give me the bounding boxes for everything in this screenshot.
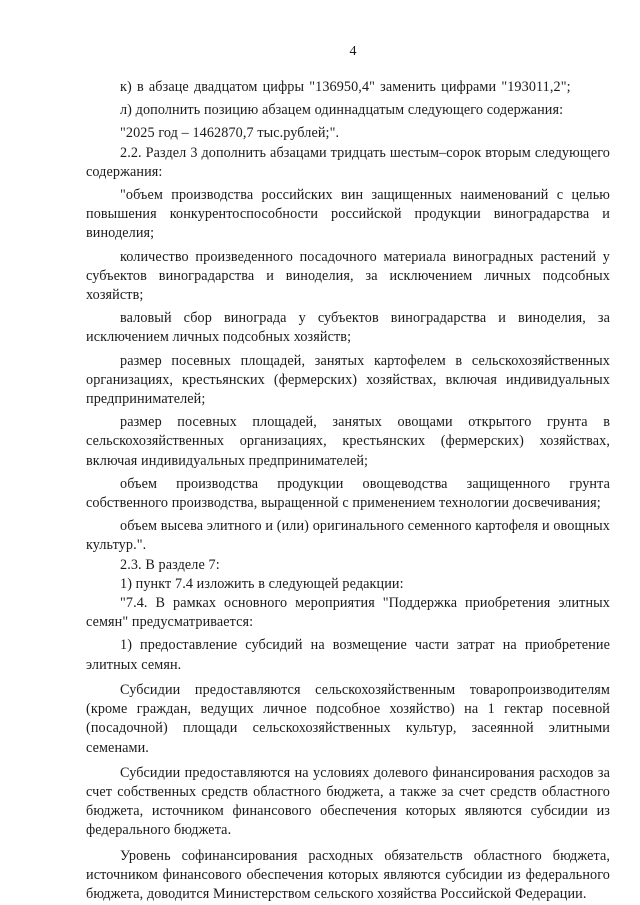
paragraph-vegetable-area: размер посевных площадей, занятых овощами открытого грунта в сельскохозяйственных организациях, крестьянских (фермерских) хозяйствах, включая индивидуальных предпринимателей;: [86, 414, 610, 469]
paragraph-greenhouse-production: объем производства продукции овощеводства защищенного грунта собственного производства, выращенной с применением технологии досвечивания;: [86, 475, 610, 512]
page-number: 4: [349, 44, 357, 59]
paragraph-subsidy-provision: 1) предоставление субсидий на возмещение части затрат на приобретение элитных семян.: [86, 637, 610, 673]
paragraph-seed-potato: объем высева элитного и (или) оригинального семенного картофеля и овощных культур.".: [86, 518, 610, 554]
paragraph-2025: "2025 год – 1462870,7 тыс.рублей;".: [120, 125, 340, 142]
paragraph-cofinancing: Уровень софинансирования расходных обязательств областного бюджета, источником финансового обеспечения которых являются субсидии из федерального бюджета, доводится Министерством сельского хозяйства Российской Федерации.: [86, 847, 610, 902]
paragraph-item-7-4: 1) пункт 7.4 изложить в следующей редакции:: [120, 575, 404, 592]
paragraph-2-3: 2.3. В разделе 7:: [120, 556, 220, 573]
paragraph-grape-harvest: валовый сбор винограда у субъектов виноградарства и виноделия, за исключением личных подсобных хозяйств;: [86, 310, 610, 346]
paragraph-2-2: 2.2. Раздел 3 дополнить абзацами тридцать шестым–сорок вторым следующего содержания:: [86, 144, 610, 180]
paragraph-7-4-text: "7.4. В рамках основного мероприятия "Поддержка приобретения элитных семян" предусматривается:: [86, 595, 610, 631]
paragraph-planting-material: количество произведенного посадочного материала виноградных растений у субъектов виноградарства и виноделия, за исключением личных подсобных хозяйств;: [86, 248, 610, 304]
paragraph-l: л) дополнить позицию абзацем одиннадцатым следующего содержания:: [120, 102, 564, 119]
paragraph-subsidy-recipients: Субсидии предоставляются сельскохозяйственным товаропроизводителям (кроме граждан, ведущих личное подсобное хозяйство) на 1 гектар посевной (посадочной) площади сельскохозяйственных культур, засеянной элитными семенами.: [86, 681, 610, 756]
paragraph-wine-volume: "объем производства российских вин защищенных наименований с целью повышения конкурентоспособности российской продукции виноградарства и виноделия;: [86, 187, 610, 242]
paragraph-k: к) в абзаце двадцатом цифры "136950,4" заменить цифрами "193011,2";: [120, 79, 571, 95]
paragraph-subsidy-conditions: Субсидии предоставляются на условиях долевого финансирования расходов за счет собственных средств областного бюджета, а также за счет средств областного бюджета, источником финансового обеспечения которых являются субсидии из федерального бюджета.: [86, 764, 610, 839]
paragraph-potato-area: размер посевных площадей, занятых картофелем в сельскохозяйственных организациях, крестьянских (фермерских) хозяйствах, включая индивидуальных предпринимателей;: [86, 352, 610, 408]
